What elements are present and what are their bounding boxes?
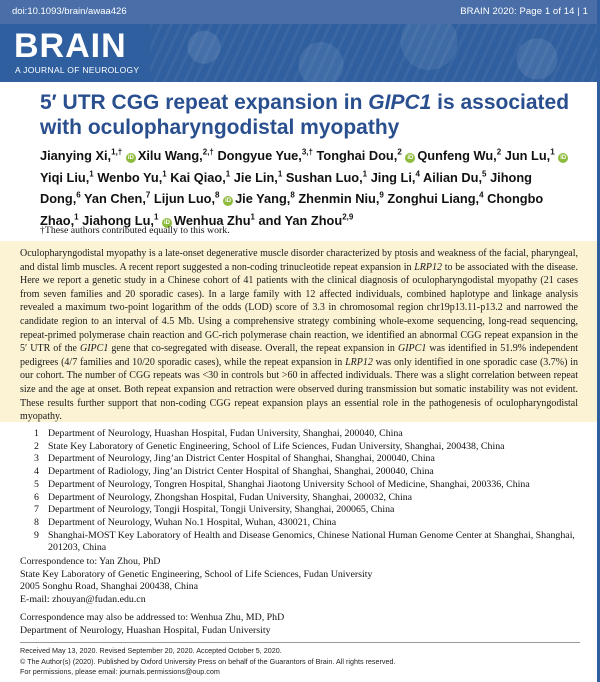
affiliation-item [34,504,579,517]
affiliation-number: 5 [34,478,39,490]
abstract-text: Oculopharyngodistal myopathy is a late-onset degenerative muscle disorder characterized by ptosis and weakness of the facial, pharyngeal, and distal limb muscles. A recent report suggested a non-coding trinucleotide repeat expansion in [20,248,578,273]
affiliation-item [34,453,579,466]
affiliation-item [34,517,579,530]
author-affiliation-marker: 1 [277,169,283,179]
affiliation-list [34,428,579,555]
journal-masthead [0,24,600,82]
abstract-gene: LRP12 [345,356,373,368]
author-name: Zhenmin Niu, [298,191,380,207]
masthead-pattern [150,24,600,82]
affiliation-number: 3 [34,453,39,465]
author-name: Kai Qiao, [170,169,226,185]
author-name: Yan Chen, [84,191,146,207]
author-name: Qunfeng Wu, [417,148,497,164]
author-name: Sushan Luo, [285,169,363,185]
top-bar [0,0,600,24]
author[interactable] [286,170,367,185]
author-affiliation-marker: 1 [362,169,368,179]
permissions-notice[interactable]: For permissions, please email: journals.permissions@oup.com [20,667,220,676]
author-name: Xilu Wang, [137,148,203,164]
article-title [40,90,580,140]
journal-subtitle: A JOURNAL OF NEUROLOGY [15,65,140,75]
affiliation-number: 6 [34,491,39,503]
author-affiliation-marker: 1 [250,212,255,222]
affiliation-text: Department of Neurology, Wuhan No.1 Hospital, Wuhan, 430021, China [48,516,337,528]
abstract-text: gene that co-segregated with disease. Overall, the repeat expansion in [108,343,398,355]
affiliation-text: Shanghai-MOST Key Laboratory of Health and Disease Genomics, Chinese National Human Genome Center at Shanghai, Shanghai, 201203, China [48,529,575,554]
affiliation-number: 7 [34,504,39,516]
abstract-text: was only identified in one sporadic case (3.7%) in our cohort. The number of CGG repeats was <30 in controls but >60 in affected individuals. There was a slight correlation between repeat size and the age at onset. Both repeat expansion and retraction were observed during transmission but somatic instability was not evident. These results further support that non-coding CGG repeat expansion plays an essential role in the pathogenesis of oculopharyngodistal myopathy. [20,356,578,423]
abstract-gene: GIPC1 [79,343,109,355]
correspondence-address: 2005 Songhu Road, Shanghai 200438, China [20,581,199,593]
orcid-icon[interactable]: iD [407,155,414,162]
author-affiliation-marker: 2 [496,148,502,157]
correspondence-email[interactable]: E-mail: zhouyan@fudan.edu.cn [20,594,146,606]
author-name: Jianying Xi, [40,148,112,164]
author-affiliation-marker: 9 [379,190,384,200]
author-affiliation-marker: 4 [479,190,484,200]
alt-correspondence-institution: Department of Neurology, Huashan Hospital, Fudan University [20,624,271,636]
author-name: Jing Li, [370,169,416,185]
author-name: Jiahong Lu, [82,212,154,228]
author[interactable] [371,170,420,185]
orcid-icon[interactable]: iD [560,155,567,162]
author-affiliation-marker: 3,† [301,148,313,157]
author[interactable] [223,191,295,206]
author[interactable] [387,191,483,206]
article-dates: Received May 13, 2020. Revised September 20, 2020. Accepted October 5, 2020. [20,646,282,655]
author-affiliation-marker: 6 [76,190,81,200]
affiliation-number: 2 [34,440,39,452]
author-name: Jun Lu, [504,148,551,164]
author-affiliation-marker: 5 [482,169,487,179]
author[interactable] [84,191,150,206]
author-affiliation-marker: 7 [145,190,151,200]
affiliation-item [34,492,579,505]
author-affiliation-marker: 1 [162,169,167,179]
affiliation-text: Department of Neurology, Zhongshan Hospital, Fudan University, Shanghai, 200032, China [48,491,413,503]
journal-logo: BRAIN [14,27,127,65]
equal-contribution-note: †These authors contributed equally to this work. [40,225,230,236]
abstract-gene: LRP12 [414,261,443,273]
author-name: Tonghai Dou, [316,148,398,164]
author-affiliation-marker: 2,9 [342,212,354,222]
author-list [40,144,575,230]
orcid-icon[interactable]: iD [225,198,232,205]
author[interactable] [170,170,230,185]
alt-correspondence-name: Correspondence may also be addressed to: Wenhua Zhu, MD, PhD [20,612,285,623]
abstract-text: was identified in 51.9% independent pedigrees (4/7 families and 10/20 sporadic cases), while the repeat expansion in [20,343,578,368]
title-part-2: is associated with oculopharyngodistal myopathy [40,91,570,139]
affiliation-number: 8 [34,516,39,528]
author-affiliation-marker: 8 [215,190,220,200]
author-name: Wenhua Zhu [173,212,251,228]
abstract [0,241,600,422]
affiliation-number: 4 [34,466,39,478]
affiliation-text: Department of Neurology, Tongji Hospital, Tongji University, Shanghai, 200065, China [48,504,395,516]
author-affiliation-marker: 4 [415,169,420,179]
author-affiliation-marker: 2 [397,148,402,157]
author[interactable] [154,191,220,206]
alt-correspondence-block [20,612,580,637]
author-name: Dongyue Yue, [217,148,302,164]
author-affiliation-marker: 1 [153,212,159,222]
author[interactable] [217,148,313,163]
author-affiliation-marker: 1 [550,148,555,157]
author-affiliation-marker: 1 [225,169,231,179]
author-name: and Yan Zhou [258,212,343,228]
affiliation-item [34,428,579,441]
orcid-icon[interactable]: iD [127,155,134,162]
title-part-1: 5′ UTR CGG repeat expansion in [40,91,369,114]
abstract-gene: GIPC1 [398,343,427,355]
author[interactable] [423,170,486,185]
author-affiliation-marker: 1 [74,212,79,222]
orcid-icon[interactable]: iD [163,219,170,226]
author-affiliation-marker: 1,† [111,148,123,157]
author[interactable] [234,170,283,185]
footer-divider [20,642,580,643]
author[interactable] [259,213,354,228]
title-gene: GIPC1 [368,91,432,114]
author-name: Jihong Dong, [40,169,533,207]
author-affiliation-marker: 8 [290,190,295,200]
author[interactable] [405,148,501,163]
author[interactable] [40,148,122,163]
affiliation-item [34,441,579,454]
author-name: Yiqi Liu, [40,169,90,185]
affiliation-text: Department of Neurology, Huashan Hospital, Fudan University, Shanghai, 200040, China [48,428,403,439]
author[interactable] [97,170,166,185]
affiliation-text: Department of Radiology, Jing’an District Center Hospital of Shanghai, Shanghai, 200040, China [48,466,434,478]
affiliation-text: Department of Neurology, Jing’an District Center Hospital of Shanghai, Shanghai, 200040, China [48,453,435,465]
correspondence-block [20,556,580,607]
author-name: Jie Lin, [233,169,278,185]
doi-link[interactable]: doi:10.1093/brain/awaa426 [12,6,127,17]
author-name: Chongbo Zhao, [40,191,544,228]
author-name: Wenbo Yu, [97,169,163,185]
journal-reference: BRAIN 2020: Page 1 of 14 | 1 [460,6,588,17]
abstract-text: to be associated with the disease. Here we report a genetic study in a Chinese cohort of 41 patients with the clinical diagnosis of oculopharyngodistal myopathy (21 cases from seven families and 20 sporadic cases). In a large family with 12 affected individuals, combined haplotype and linkage analysis revealed a maximum two-point logarithm of the odds (LOD) score of 3.3 in chromosomal region chr19p13.11-p13.2 and narrowed the candidate region to an interval of 4.5 Mb. Using a comprehensive strategy combining whole-exome sequencing, long-read sequencing, repeat-primed polymerase chain reaction and GC-rich polymerase chain reaction, we identified an abnormal CGG repeat expansion in the 5′ UTR of the [20,261,578,355]
author[interactable] [505,148,555,163]
affiliation-item [34,530,579,555]
author[interactable] [298,191,384,206]
author-name: Zonghui Liang, [387,191,480,207]
affiliation-text: State Key Laboratory of Genetic Engineering, School of Life Sciences, Fudan University, Shanghai, 200438, China [48,440,505,452]
affiliation-number: 1 [34,428,39,439]
affiliation-item [34,466,579,479]
author[interactable] [317,148,402,163]
author-name: Ailian Du, [423,169,483,185]
footer [20,646,580,678]
author-affiliation-marker: 2,† [202,148,214,157]
author[interactable] [126,148,214,163]
affiliation-number: 9 [34,529,39,541]
author-name: Lijun Luo, [153,191,216,207]
affiliation-item [34,479,579,492]
copyright-notice: © The Author(s) (2020). Published by Oxford University Press on behalf of the Guarantors of Brain. All rights reserved. [20,656,396,666]
correspondence-name: Correspondence to: Yan Zhou, PhD [20,556,161,567]
correspondence-institution: State Key Laboratory of Genetic Engineering, School of Life Sciences, Fudan University [20,568,373,580]
author-affiliation-marker: 1 [89,169,94,179]
author-name: Jie Yang, [235,191,291,207]
affiliation-text: Department of Neurology, Tongren Hospital, Shanghai Jiaotong University School of Medicine, Shanghai, 200336, China [48,478,530,490]
